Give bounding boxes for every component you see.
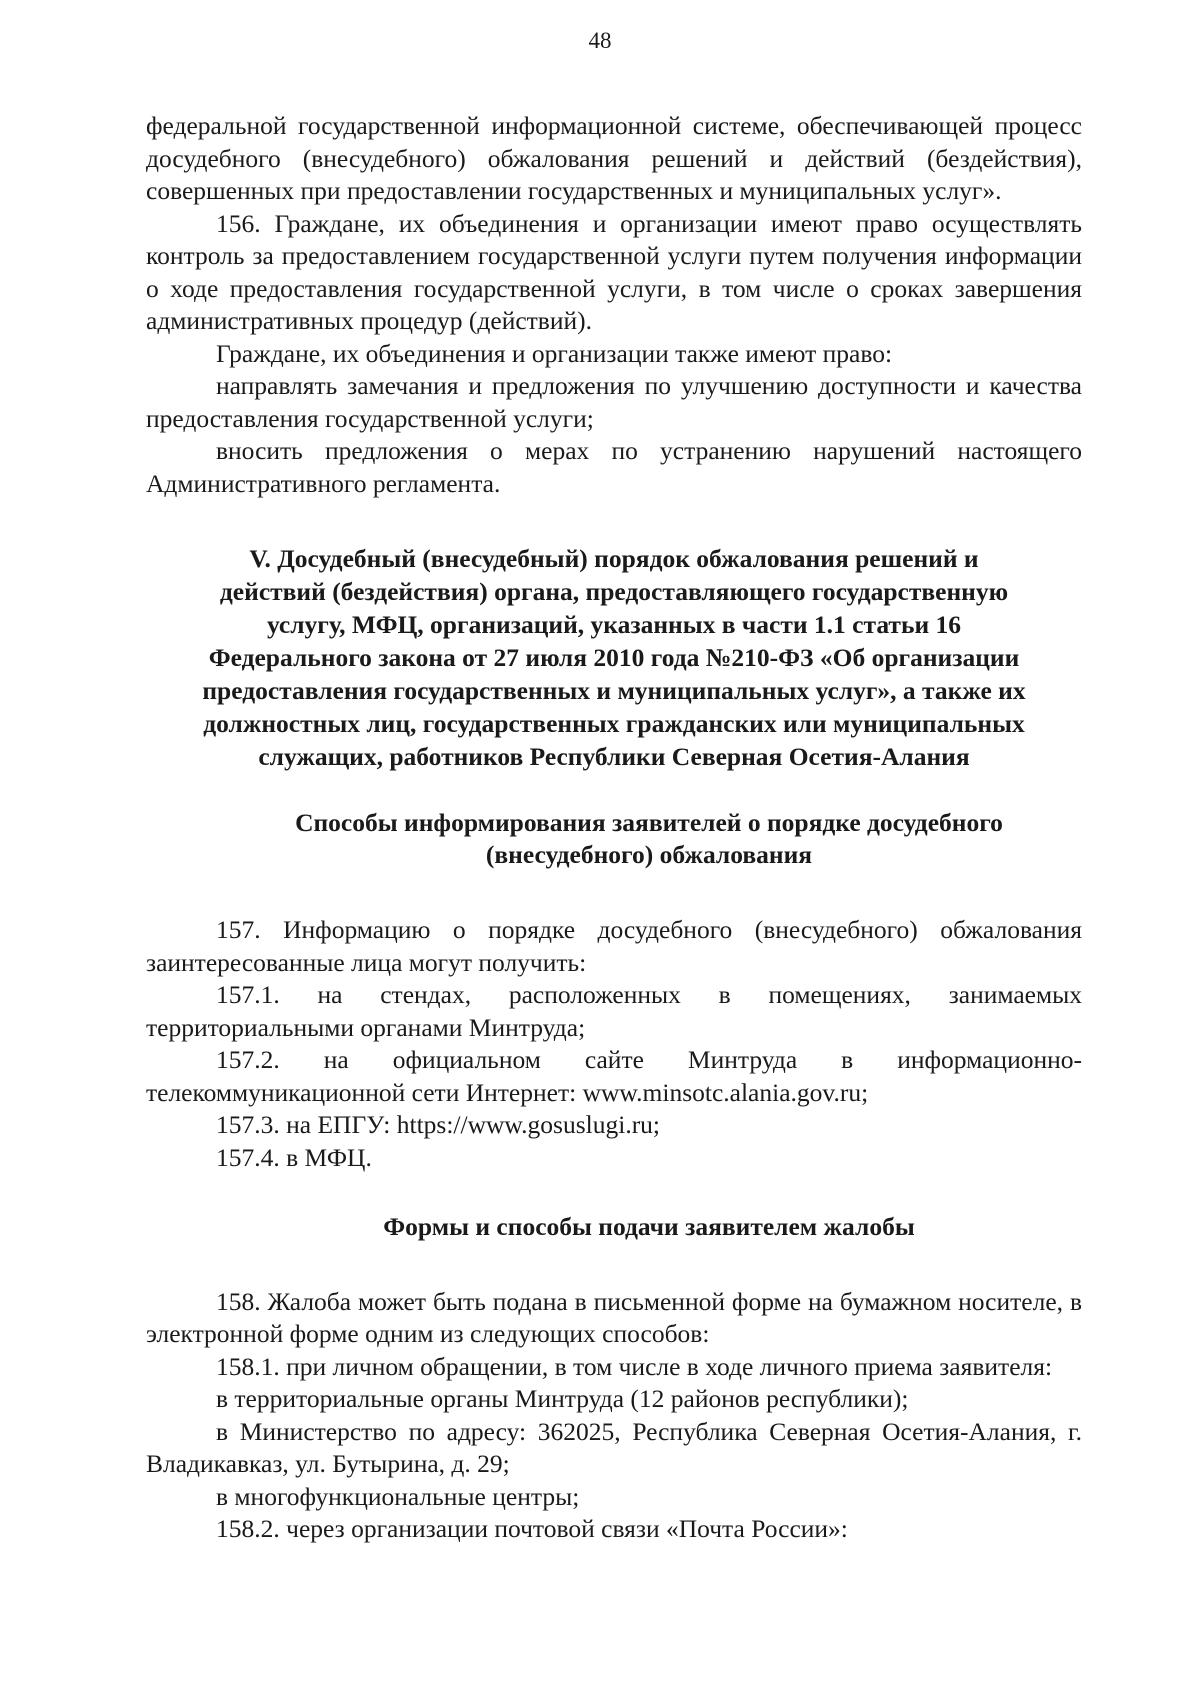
paragraph-158: 158. Жалоба может быть подана в письменной форме на бумажном носителе, в электронной форме одним из следующих способов: <box>146 1286 1082 1348</box>
paragraph-158-territorial: в территориальные органы Минтруда (12 районов республики); <box>216 1384 909 1413</box>
paragraph-right-remarks: направлять замечания и предложения по улучшению доступности и качества предоставления государственной услуги; <box>146 371 1082 433</box>
document-body <box>146 110 1082 1546</box>
section-heading-line: действий (бездействия) органа, предоставляющего государственную <box>219 577 1009 606</box>
paragraph-157-2: 157.2. на официальном сайте Минтруда в информационно-телекоммуникационной сети Интернет: www.minsotc.alania.gov.ru; <box>146 1045 1082 1107</box>
paragraph-157-4: 157.4. в МФЦ. <box>216 1142 372 1172</box>
paragraph-157: 157. Информацию о порядке досудебного (внесудебного) обжалования заинтересованные лица могут получить: <box>146 915 1082 977</box>
section-heading-line: V. Досудебный (внесудебный) порядок обжалования решений и <box>249 544 979 573</box>
subheading-line: (внесудебного) обжалования <box>485 840 813 869</box>
page-number: 48 <box>588 28 612 53</box>
subheading-line: Способы информирования заявителей о порядке досудебного <box>295 808 1003 837</box>
section-heading-line: Федерального закона от 27 июля 2010 года №210-ФЗ «Об организации <box>208 643 1020 672</box>
section-heading-line: предоставления государственных и муниципальных услуг», а также их <box>202 676 1026 705</box>
paragraph-continuation: федеральной государственной информационной системе, обеспечивающей процесс досудебного (внесудебного) обжалования решений и действий (бездействия), совершенных при предоставлении государственных и муниципальных услуг». <box>146 111 1082 205</box>
paragraph-156: 156. Граждане, их объединения и организации имеют право осуществлять контроль за предоставлением государственной услуги путем получения информации о ходе предоставления государственной услуги, в том числе о сроках завершения административных процедур (действий). <box>146 208 1082 335</box>
paragraph-158-mfc: в многофункциональные центры; <box>216 1481 580 1511</box>
paragraph-158-2: 158.2. через организации почтовой связи «Почта России»: <box>216 1514 848 1543</box>
paragraph-158-ministry: в Министерство по адресу: 362025, Республика Северная Осетия-Алания, г. Владикавказ, ул. Бутырина, д. 29; <box>146 1416 1082 1478</box>
paragraph-157-1: 157.1. на стендах, расположенных в помещениях, занимаемых территориальными органами Минтруда; <box>146 980 1082 1042</box>
section-heading <box>146 542 1082 773</box>
subheading-complaint-forms: Формы и способы подачи заявителем жалобы <box>383 1212 915 1241</box>
section-heading-line: служащих, работников Республики Северная Осетия-Алания <box>258 742 970 771</box>
section-heading-line: услугу, МФЦ, организаций, указанных в части 1.1 статьи 16 <box>266 610 962 639</box>
paragraph-157-3: 157.3. на ЕПГУ: https://www.gosuslugi.ru; <box>216 1110 661 1139</box>
section-heading-line: должностных лиц, государственных гражданских или муниципальных <box>203 709 1025 738</box>
paragraph-rights-intro: Граждане, их объединения и организации также имеют право: <box>216 338 893 368</box>
subheading-informing <box>146 807 1082 871</box>
paragraph-right-proposals: вносить предложения о мерах по устранению нарушений настоящего Административного регламента. <box>146 436 1082 498</box>
paragraph-158-1: 158.1. при личном обращении, в том числе в ходе личного приема заявителя: <box>216 1351 1053 1381</box>
